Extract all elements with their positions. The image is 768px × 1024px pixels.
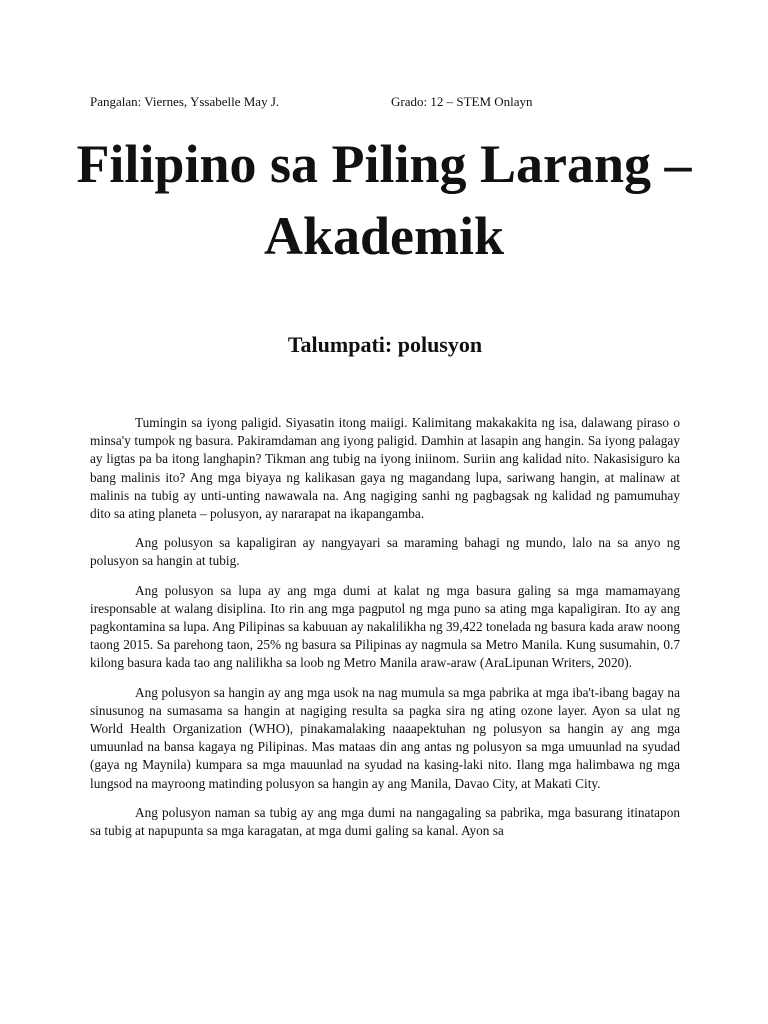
paragraph: Ang polusyon sa kapaligiran ay nangyayari sa maraming bahagi ng mundo, lalo na sa anyo ng polusyon sa hangin at tubig.	[90, 535, 680, 569]
speech-title: Talumpati: polusyon	[287, 332, 483, 357]
student-info	[90, 93, 690, 111]
student-grade: Grado: 12 – STEM Onlayn	[391, 94, 533, 109]
paragraph: Tumingin sa iyong paligid. Siyasatin itong maiigi. Kalimitang makakakita ng isa, dalawang piraso o minsa'y tumpok ng basura. Pakiramdaman ang iyong paligid. Damhin at lasapin ang hangin. Sa iyong palagay ay ligtas pa ba itong langhapin? Tikman ang tubig na iyong iniinom. Suriin ang kalidad nito. Nakasisiguro ka bang malinis ito? Ang mga biyaya ng kalikasan gaya ng magandang lupa, sariwang hangin, at malinaw at malinis na tubig ay unti-unting nawawala na. Ang nagiging sanhi ng pagbagsak ng kalidad ng pamumuhay dito sa ating planeta – polusyon, ay nararapat na ikapangamba.	[90, 415, 680, 522]
student-name: Pangalan: Viernes, Yssabelle May J.	[90, 94, 280, 109]
paragraph: Ang polusyon naman sa tubig ay ang mga dumi na nangagaling sa pabrika, mga basurang itinatapon sa tubig at napupunta sa mga karagatan, at mga dumi galing sa kanal. Ayon sa	[90, 804, 680, 839]
paragraph: Ang polusyon sa hangin ay ang mga usok na nag mumula sa mga pabrika at mga iba't-ibang bagay na sinusunog na sumasama sa hangin at nagiging resulta sa pagka sira ng ating ozone layer. Ayon sa ulat ng World Health Organization (WHO), pinakamalaking naaapektuhan ng polusyon sa hangin ay ang mga umuunlad na bansa kagaya ng Pilipinas. Mas mataas din ang antas ng polusyon sa mga umuunlad na syudad (gaya ng Maynila) kumpara sa mga mauunlad na syudad na kasing-laki nito. Ilang mga halimbawa ng mga lungsod na mayroong matinding polusyon sa hangin ay ang Manila, Davao City, at Makati City.	[90, 684, 680, 791]
paragraph: Ang polusyon sa lupa ay ang mga dumi at kalat ng mga basura galing sa mga mamamayang iresponsable at walang disiplina. Ito rin ang mga pagputol ng mga puno sa ating mga kapaligiran. Ito ay ang pagkontamina sa lupa. Ang Pilipinas sa kabuuan ay nakalilikha ng 39,422 tonelada ng basura kada araw noong taong 2015. Sa parehong taon, 25% ng basura sa Pilipinas ay nagmula sa Metro Manila. Kung susumahin, 0.7 kilong basura kada tao ang nalilikha sa loob ng Metro Manila araw-araw (AraLipunan Writers, 2020).	[90, 582, 680, 671]
speech-body	[90, 414, 680, 851]
document-title: Filipino sa Piling Larang – Akademik	[76, 134, 692, 266]
